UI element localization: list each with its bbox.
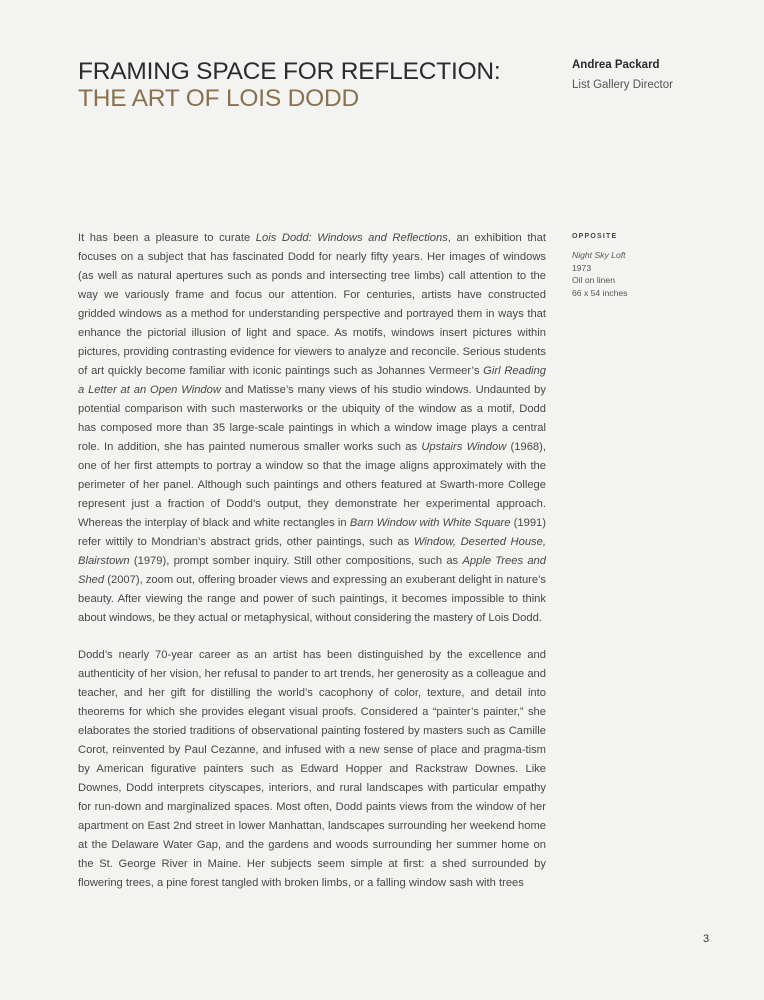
artwork-title: Window, Deserted House, Blairstown — [78, 536, 546, 567]
text-run: It has been a pleasure to curate — [78, 232, 256, 244]
caption-dimensions: 66 x 54 inches — [572, 287, 628, 298]
caption-label: OPPOSITE — [572, 233, 618, 240]
page-number: 3 — [703, 933, 710, 945]
body-paragraph — [78, 646, 546, 893]
text-run: (1991) refer wittily to Mondrian’s abstract grids, other paintings, such as — [78, 517, 546, 548]
title-line-2: THE ART OF LOIS DODD — [78, 85, 359, 112]
image-caption — [572, 233, 722, 299]
text-run: and Matisse’s many views of his studio windows. Undaunted by potential comparison with such masterworks or the ubiquity of the window as a motif, Dodd has composed more than 35 large-scale paintings in which a window image plays a central role. In addition, she has painted numerous smaller works such as — [78, 384, 546, 453]
caption-year: 1973 — [572, 262, 592, 273]
text-run: Dodd’s nearly 70-year career as an artist has been distinguished by the excellence and authenticity of her vision, her refusal to pander to art trends, her generosity as a colleague and teacher, and her gift for distilling the world’s cacophony of color, texture, and detail into theorems for which she provides elegant visual proofs. Considered a “painter’s painter,” she elaborates the storied traditions of observational painting fostered by masters such as Camille Corot, reinvented by Paul Cezanne, and infused with a new sense of place and pragma-tism by American figurative painters such as Edward Hopper and Rackstraw Downes. Like Downes, Dodd interprets cityscapes, interiors, and rural landscapes with particular empathy for run-down and marginalized spaces. Most often, Dodd paints views from the window of her apartment on East 2nd street in lower Manhattan, landscapes surrounding her weekend home at the Delaware Water Gap, and the gardens and woods surrounding her summer home on the St. George River in Maine. Her subjects seem simple at first: a shed surrounded by flowering trees, a pine forest tangled with broken limbs, or a falling window sash with trees — [78, 649, 546, 889]
text-run: (2007), zoom out, offering broader views and expressing an exuberant delight in nature’s beauty. After viewing the range and power of such paintings, it becomes impossible to think about windows, be they actual or metaphysical, without considering the mastery of Lois Dodd. — [78, 574, 546, 624]
author-block — [572, 58, 673, 93]
artwork-title: Barn Window with White Square — [349, 517, 511, 529]
caption-medium: Oil on linen — [572, 275, 615, 286]
artwork-title: Girl Reading a Letter at an Open Window — [78, 365, 546, 396]
artwork-title: Lois Dodd: Windows and Reflections — [255, 232, 448, 244]
artwork-title: Apple Trees and Shed — [78, 555, 546, 586]
text-run: (1979), prompt somber inquiry. Still other compositions, such as — [129, 555, 463, 567]
text-run: (1968), one of her first attempts to portray a window so that the image aligns approximately with the perimeter of her panel. Although such paintings and others featured at Swarth-more College represent just a fraction of Dodd’s output, they demonstrate her experimental approach. Whereas the interplay of black and white rectangles in — [78, 441, 546, 529]
title-line-1: FRAMING SPACE FOR REFLECTION: — [78, 58, 501, 85]
author-name: Andrea Packard — [572, 59, 660, 71]
article-body — [78, 229, 546, 893]
text-run: , an exhibition that focuses on a subject that has fascinated Dodd for nearly fifty years. Her images of windows (as well as natural apertures such as ponds and intersecting tree limbs) call attention to the way we variously frame and focus our attention. For centuries, artists have constructed gridded windows as a method for understanding perspective and portrayed them in ways that enhance the pictorial illusion of light and space. As motifs, windows insert pictures within pictures, providing contrasting evidence for viewers to analyze and reconcile. Serious students of art quickly become familiar with iconic paintings such as Johannes Vermeer’s — [78, 232, 546, 377]
artwork-title: Upstairs Window — [421, 441, 507, 453]
author-role: List Gallery Director — [572, 79, 673, 91]
body-paragraph — [78, 229, 546, 628]
caption-work-title: Night Sky Loft — [572, 250, 626, 260]
page-title — [78, 58, 501, 112]
